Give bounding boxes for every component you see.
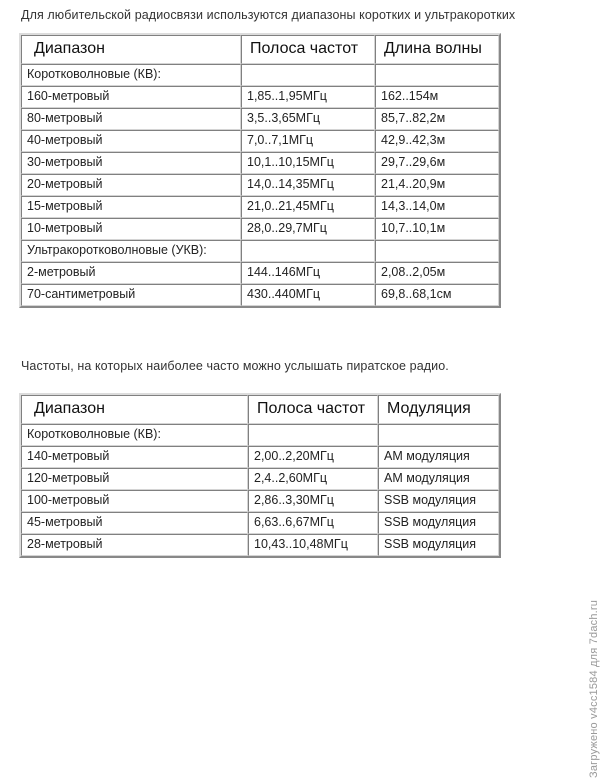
cell-band: 10-метровый <box>21 218 241 240</box>
table-row <box>21 284 499 306</box>
cell-band: 30-метровый <box>21 152 241 174</box>
column-header-band: Диапазон <box>21 35 241 64</box>
table-row <box>21 130 499 152</box>
cell-wavelength: 69,8..68,1см <box>375 284 499 306</box>
cell-frequency: 2,86..3,30МГц <box>248 490 378 512</box>
table-row <box>21 64 499 86</box>
cell-frequency: 28,0..29,7МГц <box>241 218 375 240</box>
cell-wavelength: 14,3..14,0м <box>375 196 499 218</box>
cell-frequency: 2,4..2,60МГц <box>248 468 378 490</box>
cell-frequency: 7,0..7,1МГц <box>241 130 375 152</box>
table-row <box>21 468 499 490</box>
cell-modulation: SSB модуляция <box>378 534 499 556</box>
cell-modulation: SSB модуляция <box>378 490 499 512</box>
table-row <box>21 196 499 218</box>
column-header-modulation: Модуляция <box>378 395 499 424</box>
table-row <box>21 490 499 512</box>
cell-frequency: 10,43..10,48МГц <box>248 534 378 556</box>
cell-frequency: 144..146МГц <box>241 262 375 284</box>
cell-wavelength: 21,4..20,9м <box>375 174 499 196</box>
cell-frequency: 1,85..1,95МГц <box>241 86 375 108</box>
cell-band: 100-метровый <box>21 490 248 512</box>
cell-frequency <box>248 424 378 446</box>
amateur-bands-table <box>19 33 501 308</box>
cell-modulation <box>378 424 499 446</box>
table-row <box>21 152 499 174</box>
cell-frequency: 430..440МГц <box>241 284 375 306</box>
cell-band: 40-метровый <box>21 130 241 152</box>
cell-frequency: 2,00..2,20МГц <box>248 446 378 468</box>
cell-band: 15-метровый <box>21 196 241 218</box>
column-header-frequency: Полоса частот <box>241 35 375 64</box>
pirate-radio-table <box>19 393 501 558</box>
cell-wavelength: 162..154м <box>375 86 499 108</box>
cell-band: 2-метровый <box>21 262 241 284</box>
cell-frequency: 21,0..21,45МГц <box>241 196 375 218</box>
table-row <box>21 262 499 284</box>
cell-wavelength: 29,7..29,6м <box>375 152 499 174</box>
table-row <box>21 424 499 446</box>
cell-frequency: 3,5..3,65МГц <box>241 108 375 130</box>
cell-band: 45-метровый <box>21 512 248 534</box>
table-row <box>21 86 499 108</box>
cell-band: 20-метровый <box>21 174 241 196</box>
table-row <box>21 534 499 556</box>
cell-wavelength: 2,08..2,05м <box>375 262 499 284</box>
column-header-frequency: Полоса частот <box>248 395 378 424</box>
cell-frequency: 10,1..10,15МГц <box>241 152 375 174</box>
cell-frequency: 6,63..6,67МГц <box>248 512 378 534</box>
table-row <box>21 218 499 240</box>
table-header-row <box>21 35 499 64</box>
cell-band: 160-метровый <box>21 86 241 108</box>
table-row <box>21 240 499 262</box>
cell-wavelength: 10,7..10,1м <box>375 218 499 240</box>
column-header-band: Диапазон <box>21 395 248 424</box>
cell-frequency <box>241 64 375 86</box>
cell-frequency <box>241 240 375 262</box>
watermark-text: Загружено v4cc1584 для 7dach.ru <box>588 599 600 778</box>
second-paragraph: Частоты, на которых наиболее часто можно услышать пиратское радио. <box>21 359 449 373</box>
cell-band: Коротковолновые (КВ): <box>21 424 248 446</box>
cell-wavelength: 85,7..82,2м <box>375 108 499 130</box>
cell-wavelength: 42,9..42,3м <box>375 130 499 152</box>
intro-paragraph: Для любительской радиосвязи используются диапазоны коротких и ультракоротких <box>21 8 516 22</box>
cell-modulation: АМ модуляция <box>378 468 499 490</box>
cell-band: Коротковолновые (КВ): <box>21 64 241 86</box>
cell-frequency: 14,0..14,35МГц <box>241 174 375 196</box>
table-row <box>21 174 499 196</box>
cell-wavelength <box>375 240 499 262</box>
table-header-row <box>21 395 499 424</box>
cell-band: 140-метровый <box>21 446 248 468</box>
table-row <box>21 446 499 468</box>
table-row <box>21 512 499 534</box>
table-row <box>21 108 499 130</box>
column-header-wavelength: Длина волны <box>375 35 499 64</box>
cell-band: 120-метровый <box>21 468 248 490</box>
cell-wavelength <box>375 64 499 86</box>
cell-band: Ультракоротковолновые (УКВ): <box>21 240 241 262</box>
cell-band: 70-сантиметровый <box>21 284 241 306</box>
cell-modulation: АМ модуляция <box>378 446 499 468</box>
cell-modulation: SSB модуляция <box>378 512 499 534</box>
cell-band: 80-метровый <box>21 108 241 130</box>
cell-band: 28-метровый <box>21 534 248 556</box>
